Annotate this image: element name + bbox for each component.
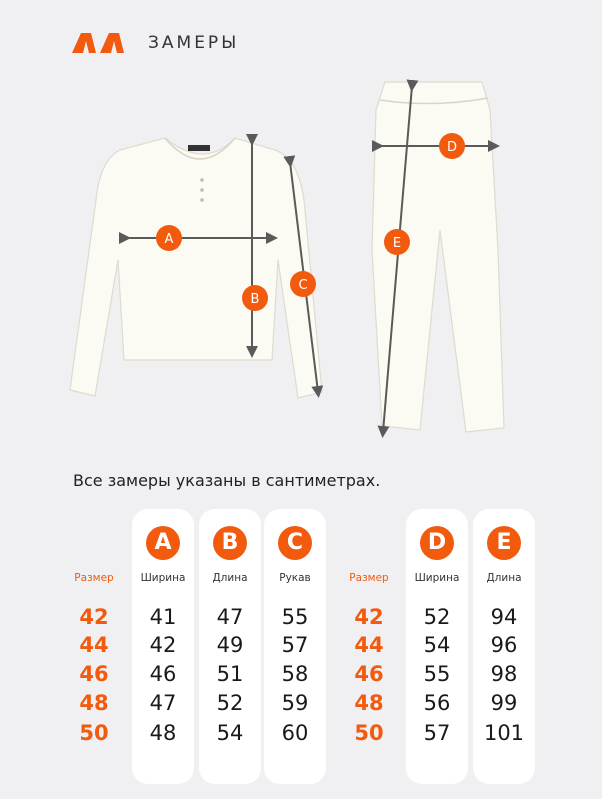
measure-value: 41 <box>149 605 177 629</box>
size-value: 44 <box>79 633 109 657</box>
measure-value: 47 <box>216 605 244 629</box>
measure-value: 54 <box>423 633 451 657</box>
column-label: Ширина <box>140 572 186 584</box>
measure-value: 42 <box>149 633 177 657</box>
column-label: Длина <box>212 572 248 584</box>
brand-logo-icon <box>72 33 126 53</box>
column-letter-badge: A <box>146 526 180 560</box>
svg-text:A: A <box>164 232 174 247</box>
measure-value: 55 <box>423 662 451 686</box>
size-value: 46 <box>79 662 109 686</box>
column-letter-badge: C <box>278 526 312 560</box>
measure-value: 48 <box>149 721 177 745</box>
measurement-illustration <box>0 70 602 450</box>
column-c-card <box>264 509 326 784</box>
measure-value: 52 <box>423 605 451 629</box>
measure-value: 99 <box>490 691 518 715</box>
size-value: 48 <box>79 691 109 715</box>
size-header: Размер <box>349 572 389 584</box>
measure-value: 51 <box>216 662 244 686</box>
measure-value: 56 <box>423 691 451 715</box>
top-garment-icon <box>70 138 322 398</box>
measure-value: 98 <box>490 662 518 686</box>
column-label: Ширина <box>414 572 460 584</box>
measure-value: 59 <box>281 691 309 715</box>
measure-value: 101 <box>483 721 525 745</box>
top-size-column <box>63 509 125 784</box>
column-a-card <box>132 509 194 784</box>
measure-value: 94 <box>490 605 518 629</box>
column-label: Длина <box>486 572 522 584</box>
marker-c <box>290 271 316 297</box>
measure-value: 47 <box>149 691 177 715</box>
marker-a <box>156 225 182 251</box>
page-title: ЗАМЕРЫ <box>148 33 240 53</box>
size-header: Размер <box>74 572 114 584</box>
marker-d <box>439 133 465 159</box>
measure-value: 60 <box>281 721 309 745</box>
size-value: 46 <box>354 662 384 686</box>
column-e-card <box>473 509 535 784</box>
column-letter-badge: D <box>420 526 454 560</box>
size-value: 50 <box>79 721 109 745</box>
measure-value: 58 <box>281 662 309 686</box>
column-b-card <box>199 509 261 784</box>
size-value: 44 <box>354 633 384 657</box>
column-letter-badge: B <box>213 526 247 560</box>
measure-value: 49 <box>216 633 244 657</box>
marker-b <box>242 285 268 311</box>
units-caption: Все замеры указаны в сантиметрах. <box>73 471 381 490</box>
measure-value: 57 <box>281 633 309 657</box>
measure-value: 57 <box>423 721 451 745</box>
svg-text:B: B <box>250 292 260 307</box>
column-label: Рукав <box>279 572 311 584</box>
measure-value: 96 <box>490 633 518 657</box>
bottom-size-column <box>338 509 400 784</box>
svg-text:C: C <box>298 278 308 293</box>
size-value: 42 <box>354 605 384 629</box>
size-value: 50 <box>354 721 384 745</box>
size-value: 42 <box>79 605 109 629</box>
svg-text:D: D <box>446 140 458 155</box>
measure-value: 46 <box>149 662 177 686</box>
marker-e <box>384 229 410 255</box>
measure-value: 55 <box>281 605 309 629</box>
pants-garment-icon <box>372 82 504 432</box>
column-d-card <box>406 509 468 784</box>
size-value: 48 <box>354 691 384 715</box>
header <box>72 33 239 53</box>
svg-text:E: E <box>392 236 402 251</box>
measure-value: 52 <box>216 691 244 715</box>
column-letter-badge: E <box>487 526 521 560</box>
measure-value: 54 <box>216 721 244 745</box>
